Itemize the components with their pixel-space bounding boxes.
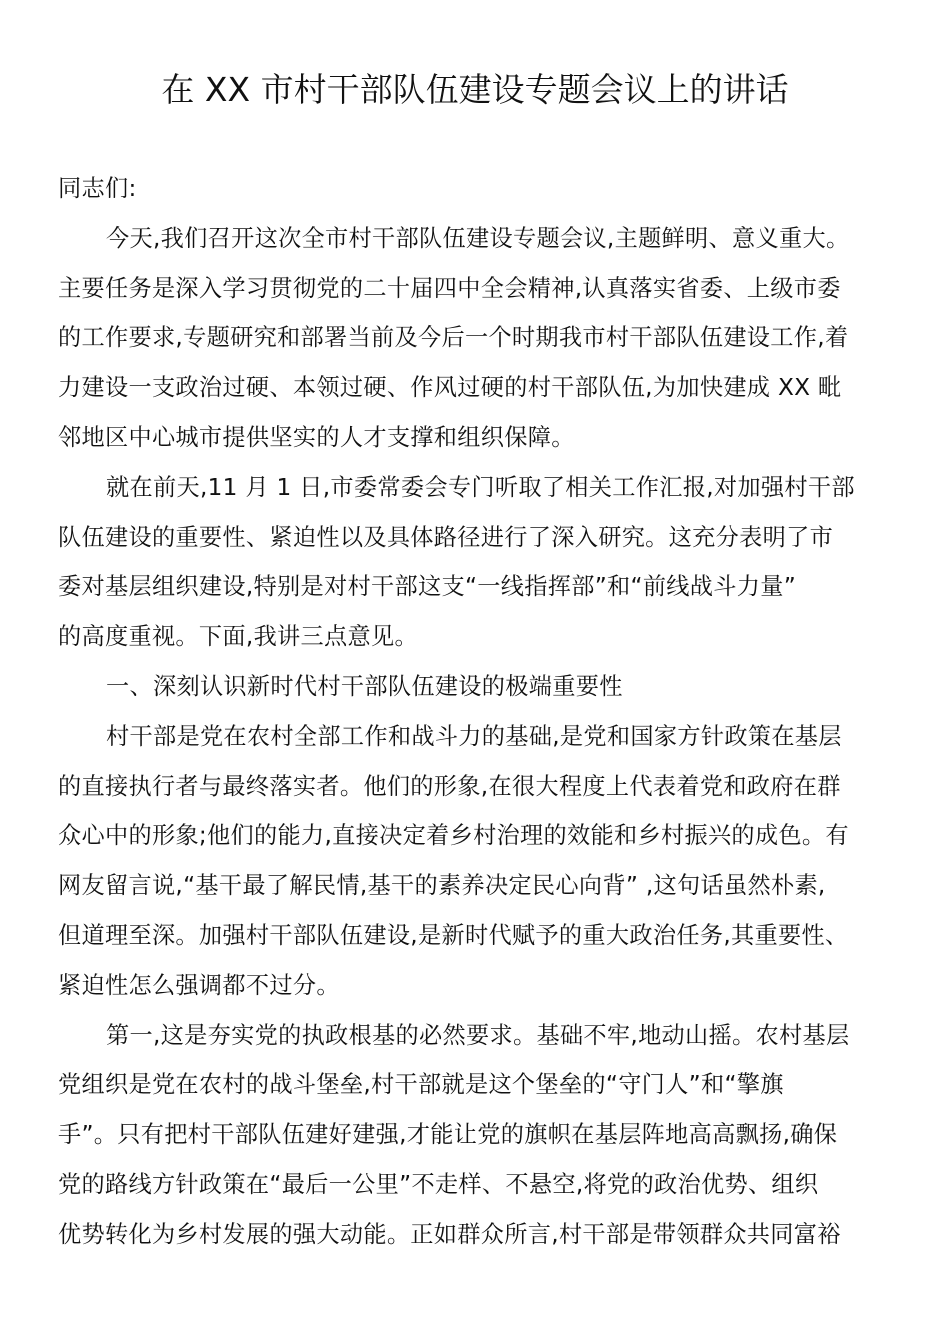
text-line: 的高度重视。下面,我讲三点意见。 — [58, 623, 418, 651]
salutation: 同志们: — [58, 175, 137, 202]
text-line: 队伍建设的重要性、紧迫性以及具体路径进行了深入研究。这充分表明了市 — [58, 523, 834, 551]
text-line: 力建设一支政治过硬、本领过硬、作风过硬的村干部队伍,为加快建成 XX 毗 — [58, 374, 842, 402]
text-line: 优势转化为乡村发展的强大动能。正如群众所言,村干部是带领群众共同富裕 — [58, 1220, 841, 1248]
text-line: 就在前天,11 月 1 日,市委常委会专门听取了相关工作汇报,对加强村干部 — [106, 473, 855, 501]
paragraph-point-1 — [58, 1011, 898, 1260]
paragraph-background — [58, 463, 898, 662]
section-1-heading — [58, 662, 898, 712]
text-line: 主要任务是深入学习贯彻党的二十届四中全会精神,认真落实省委、上级市委 — [58, 274, 841, 302]
text-line: 邻地区中心城市提供坚实的人才支撑和组织保障。 — [58, 423, 575, 451]
page-title: 在 XX 市村干部队伍建设专题会议上的讲话 — [161, 70, 789, 109]
text-line: 今天,我们召开这次全市村干部队伍建设专题会议,主题鲜明、意义重大。 — [106, 224, 850, 252]
paragraph-section-1-body — [58, 712, 898, 1011]
text-line: 手”。只有把村干部队伍建好建强,才能让党的旗帜在基层阵地高高飘扬,确保 — [58, 1121, 838, 1149]
section-heading: 一、深刻认识新时代村干部队伍建设的极端重要性 — [106, 672, 623, 700]
text-line: 村干部是党在农村全部工作和战斗力的基础,是党和国家方针政策在基层 — [106, 722, 842, 750]
text-line: 紧迫性怎么强调都不过分。 — [58, 971, 340, 999]
text-line: 的工作要求,专题研究和部署当前及今后一个时期我市村干部队伍建设工作,着 — [58, 324, 849, 352]
text-line: 的直接执行者与最终落实者。他们的形象,在很大程度上代表着党和政府在群 — [58, 772, 841, 800]
paragraph-intro — [58, 214, 898, 463]
document-body — [58, 164, 898, 1260]
text-line: 党的路线方针政策在“最后一公里”不走样、不悬空,将党的政治优势、组织 — [58, 1170, 819, 1198]
text-line: 但道理至深。加强村干部队伍建设,是新时代赋予的重大政治任务,其重要性、 — [58, 921, 849, 949]
text-line: 网友留言说,“基干最了解民情,基干的素养决定民心向背” ,这句话虽然朴素, — [58, 872, 826, 900]
text-line: 第一,这是夯实党的执政根基的必然要求。基础不牢,地动山摇。农村基层 — [106, 1021, 850, 1049]
text-line: 委对基层组织建设,特别是对村干部这支“一线指挥部”和“前线战斗力量” — [58, 573, 797, 601]
text-line: 众心中的形象;他们的能力,直接决定着乡村治理的效能和乡村振兴的成色。有 — [58, 822, 849, 850]
text-line: 党组织是党在农村的战斗堡垒,村干部就是这个堡垒的“守门人”和“擎旗 — [58, 1071, 784, 1099]
